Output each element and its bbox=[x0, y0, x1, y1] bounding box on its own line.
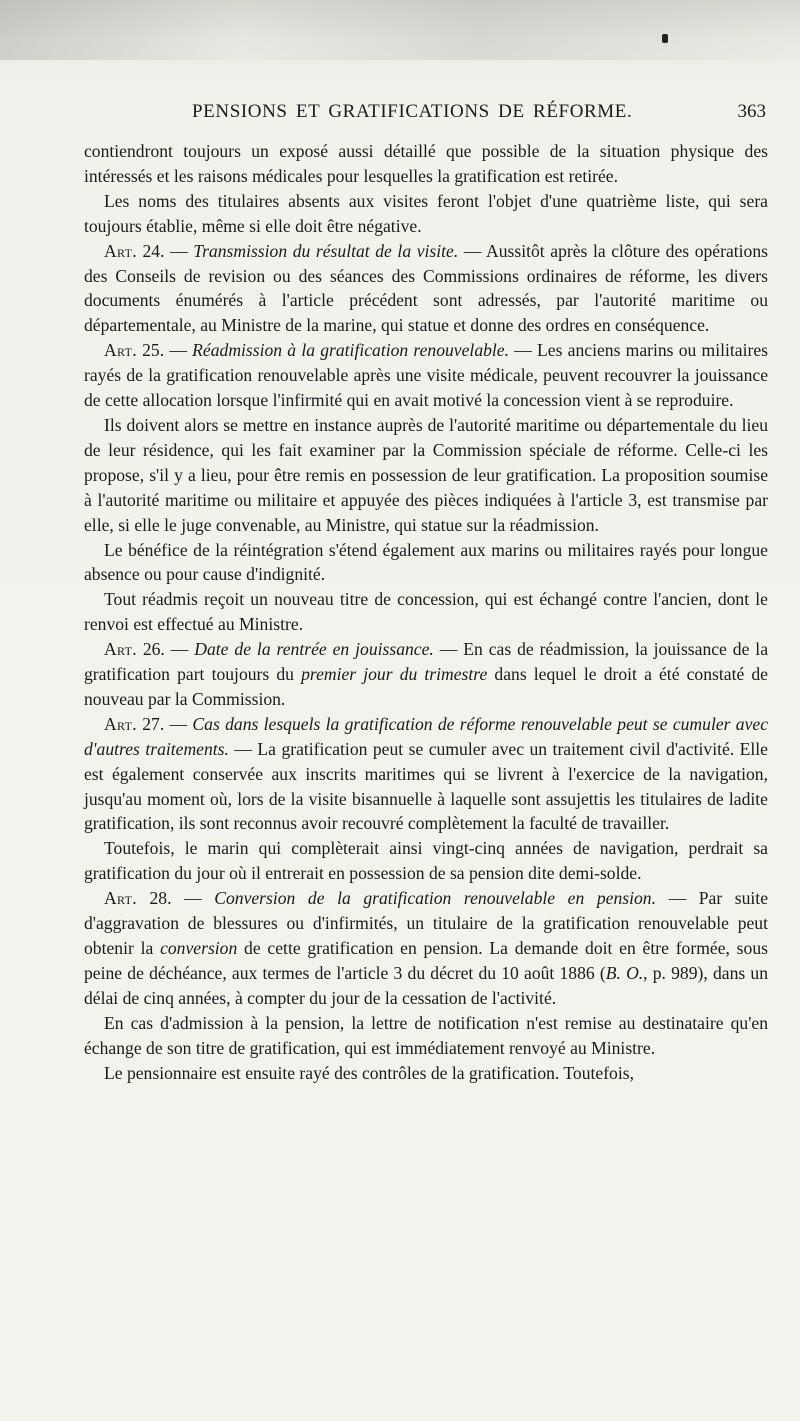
text-run: 27. — bbox=[136, 713, 193, 734]
paragraph bbox=[84, 1061, 768, 1086]
paragraph bbox=[84, 413, 768, 538]
italic-text: Transmission du résultat de la visite. bbox=[193, 240, 459, 261]
paragraph bbox=[84, 338, 768, 413]
paragraph bbox=[84, 139, 768, 189]
text-run: Ils doivent alors se mettre en instance auprès de l'autorité maritime ou départementale du lieu de leur résidence, qui les fait examiner par la Commission spéciale de réforme. Celle-ci les propose, s'il y a lieu, pour être remis en possession de leur gratification. La proposition soumise à l'autorité maritime ou militaire et appuyée des pièces indiquées à l'article 3, est transmise par elle, si elle le juge convenable, au Ministre, qui statue sur la réadmission. bbox=[84, 414, 768, 535]
italic-text: Cas dans lesquels la gratification de réforme renouvelable peut se cumuler avec d'autres traitements. bbox=[84, 713, 769, 759]
text-run: — En cas de réadmission, la jouissance de la gratification part toujours du bbox=[84, 639, 769, 685]
text-run: Le bénéfice de la réintégration s'étend également aux marins ou militaires rayés pour longue absence ou pour cause d'indignité. bbox=[84, 539, 768, 585]
text-run: , p. 989), dans un délai de cinq années, à compter du jour de la cessation de l'activité. bbox=[84, 962, 768, 1008]
text-run: — Les anciens marins ou militaires rayés de la gratification renouvelable après une visite médicale, peuvent recouvrer la jouissance de cette allocation lorsque l'infirmité qui en avait motivé la concession vient à se reproduire. bbox=[84, 340, 769, 411]
scan-edge-shadow bbox=[0, 0, 800, 60]
italic-text: Réadmission à la gratification renouvelable. bbox=[192, 340, 510, 361]
text-run: dans lequel le droit a été constaté de nouveau par la Commission. bbox=[84, 664, 768, 709]
text-run: — La gratification peut se cumuler avec un traitement civil d'activité. Elle est également conservée aux inscrits maritimes qui se livrent à l'exercice de la navigation, jusqu'au moment où, lors de la visite bisannuelle à laquelle sont assujettis les titulaires de ladite gratification, ils sont reconnus avoir recouvré complètement la faculté de travailler. bbox=[84, 738, 768, 834]
paragraph bbox=[84, 836, 768, 886]
paragraph bbox=[84, 637, 768, 712]
text-run: — Par suite d'aggravation de blessures ou d'infirmités, un titulaire de la gratification renouvelable peut obtenir la bbox=[84, 888, 768, 958]
article-label: Art. bbox=[104, 340, 137, 361]
italic-text: conversion bbox=[160, 938, 238, 958]
italic-text: premier jour du trimestre bbox=[301, 664, 488, 685]
paragraph bbox=[84, 239, 768, 339]
page-header bbox=[70, 101, 776, 129]
running-head: PENSIONS ET GRATIFICATIONS DE RÉFORME. bbox=[192, 101, 633, 122]
article-label: Art. bbox=[104, 713, 137, 734]
page-number: 363 bbox=[737, 101, 766, 122]
paragraph bbox=[84, 1011, 768, 1061]
paragraph bbox=[84, 189, 768, 239]
text-run: 28. — bbox=[136, 888, 215, 909]
ink-speck bbox=[662, 34, 668, 43]
text-run: 26. — bbox=[136, 639, 195, 660]
text-run: de cette gratification en pension. La demande doit en être formée, sous peine de déchéance, aux termes de l'article 3 du décret du 10 août 1886 ( bbox=[84, 938, 768, 983]
text-run: 25. — bbox=[136, 340, 193, 361]
paragraph bbox=[84, 712, 768, 837]
paragraph bbox=[84, 886, 768, 1011]
text-run: Toutefois, le marin qui complèterait ainsi vingt-cinq années de navigation, perdrait sa gratification du jour où il entrerait en possession de sa pension dite demi-solde. bbox=[84, 838, 768, 884]
italic-text: Conversion de la gratification renouvelable en pension. bbox=[214, 888, 656, 909]
text-run: Le pensionnaire est ensuite rayé des contrôles de la gratification. Toutefois, bbox=[104, 1062, 634, 1083]
article-label: Art. bbox=[104, 240, 137, 261]
paragraph bbox=[84, 587, 768, 637]
article-label: Art. bbox=[104, 639, 137, 660]
text-run: En cas d'admission à la pension, la lettre de notification n'est remise au destinataire qu'en échange de son titre de gratification, qui est immédiatement renvoyé au Ministre. bbox=[84, 1012, 768, 1058]
body-text bbox=[84, 139, 768, 1085]
italic-text: Date de la rentrée en jouissance. bbox=[194, 639, 434, 660]
text-run: contiendront toujours un exposé aussi détaillé que possible de la situation physique des intéressés et les raisons médicales pour lesquelles la gratification est retirée. bbox=[84, 141, 768, 186]
text-run: — Aussitôt après la clôture des opérations des Conseils de revision ou des séances des Commissions ordinaires de réforme, les divers documents énumérés à l'article précédent sont adressés, par l'autorité maritime ou départementale, au Ministre de la marine, qui statue et donne des ordres en conséquence. bbox=[84, 240, 768, 336]
italic-text: B. O. bbox=[605, 962, 644, 983]
text-run: Les noms des titulaires absents aux visites feront l'objet d'une quatrième liste, qui sera toujours établie, même si elle doit être négative. bbox=[84, 190, 768, 236]
article-label: Art. bbox=[104, 888, 137, 909]
text-run: Tout réadmis reçoit un nouveau titre de concession, qui est échangé contre l'ancien, dont le renvoi est effectué au Ministre. bbox=[84, 589, 768, 635]
paragraph bbox=[84, 538, 768, 588]
text-run: 24. — bbox=[136, 240, 194, 261]
